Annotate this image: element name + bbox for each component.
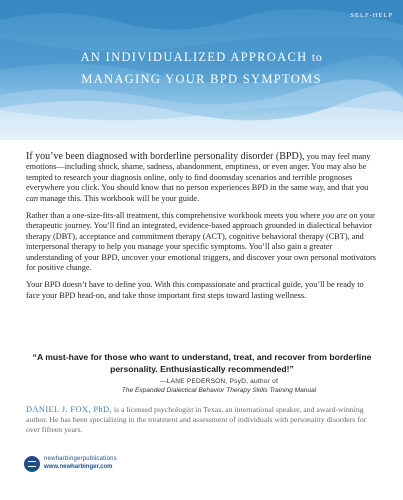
paragraph-2-text-b: on your therapeutic journey. You’ll find an integrated, evidence-based approach grounded in dialectical behavior therapy (DBT), acceptance and commitment therapy (ACT), cognitive behavioral therapy (CBT), and interpersonal therapy to help you manage your specific symptoms. You’ll also gain a greater understanding of your BPD, uncover your emotional triggers, and discover your own personal motivators for positive change. — [26, 211, 377, 273]
paragraph-1-text: you may feel many emotions—including shock, shame, sadness, abandonment, emptiness, or even anger. You may also be tempted to research your diagnosis online, only to find doomsday scenarios and terrible prognoses everywhere you click. You should know that no person experiences BPD in the same way, and that you — [26, 152, 371, 193]
headline-line1-to: to — [311, 50, 323, 64]
emphasis-can: can — [26, 193, 38, 203]
paragraph-1 — [26, 152, 378, 204]
endorsement-quote: “A must-have for those who want to understand, treat, and recover from borderline personality. Enthusiastically recommended!” — [32, 352, 372, 374]
watercolor-banner — [0, 0, 403, 140]
headline — [0, 46, 403, 90]
headline-line1: AN INDIVIDUALIZED APPROACH — [80, 50, 312, 64]
paragraph-2 — [26, 211, 378, 273]
paragraph-1-end: manage this. This workbook will be your guide. — [37, 193, 200, 203]
endorser-name: —LANE PEDERSON, PsyD, author of — [160, 378, 278, 385]
headline-line2: MANAGING YOUR BPD SYMPTOMS — [81, 72, 322, 86]
paragraph-2-text-a: Rather than a one-size-fits-all treatment, this comprehensive workbook meets you where — [26, 211, 323, 221]
lead-sentence: If you’ve been diagnosed with borderline personality disorder (BPD), — [26, 151, 305, 162]
category-label: SELF-HELP — [350, 12, 393, 19]
author-name: DANIEL J. FOX, PhD, — [26, 405, 112, 414]
paragraph-3: Your BPD doesn’t have to define you. With this compassionate and practical guide, you’ll be ready to face your BPD head-on, and take those important first steps toward lasting wellness. — [26, 280, 364, 300]
description-body — [26, 152, 378, 308]
publisher-logo-icon — [24, 456, 40, 472]
publisher-name: newharbingerpublications — [44, 456, 117, 462]
endorser-book-title: The Expanded Dialectical Behavior Therapy Skills Training Manual — [121, 386, 317, 394]
endorsement-attribution — [60, 378, 378, 395]
emphasis-you-are: you are — [322, 211, 348, 221]
publisher-website: www.newharbinger.com — [44, 464, 113, 470]
publisher-logo — [24, 455, 154, 473]
author-bio-text: is a licensed psychologist in Texas, an international speaker, and award-winning author. He has been specializing in the treatment and assessment of individuals with personality disorders for over fifteen years. — [26, 405, 367, 434]
author-bio — [26, 405, 378, 434]
